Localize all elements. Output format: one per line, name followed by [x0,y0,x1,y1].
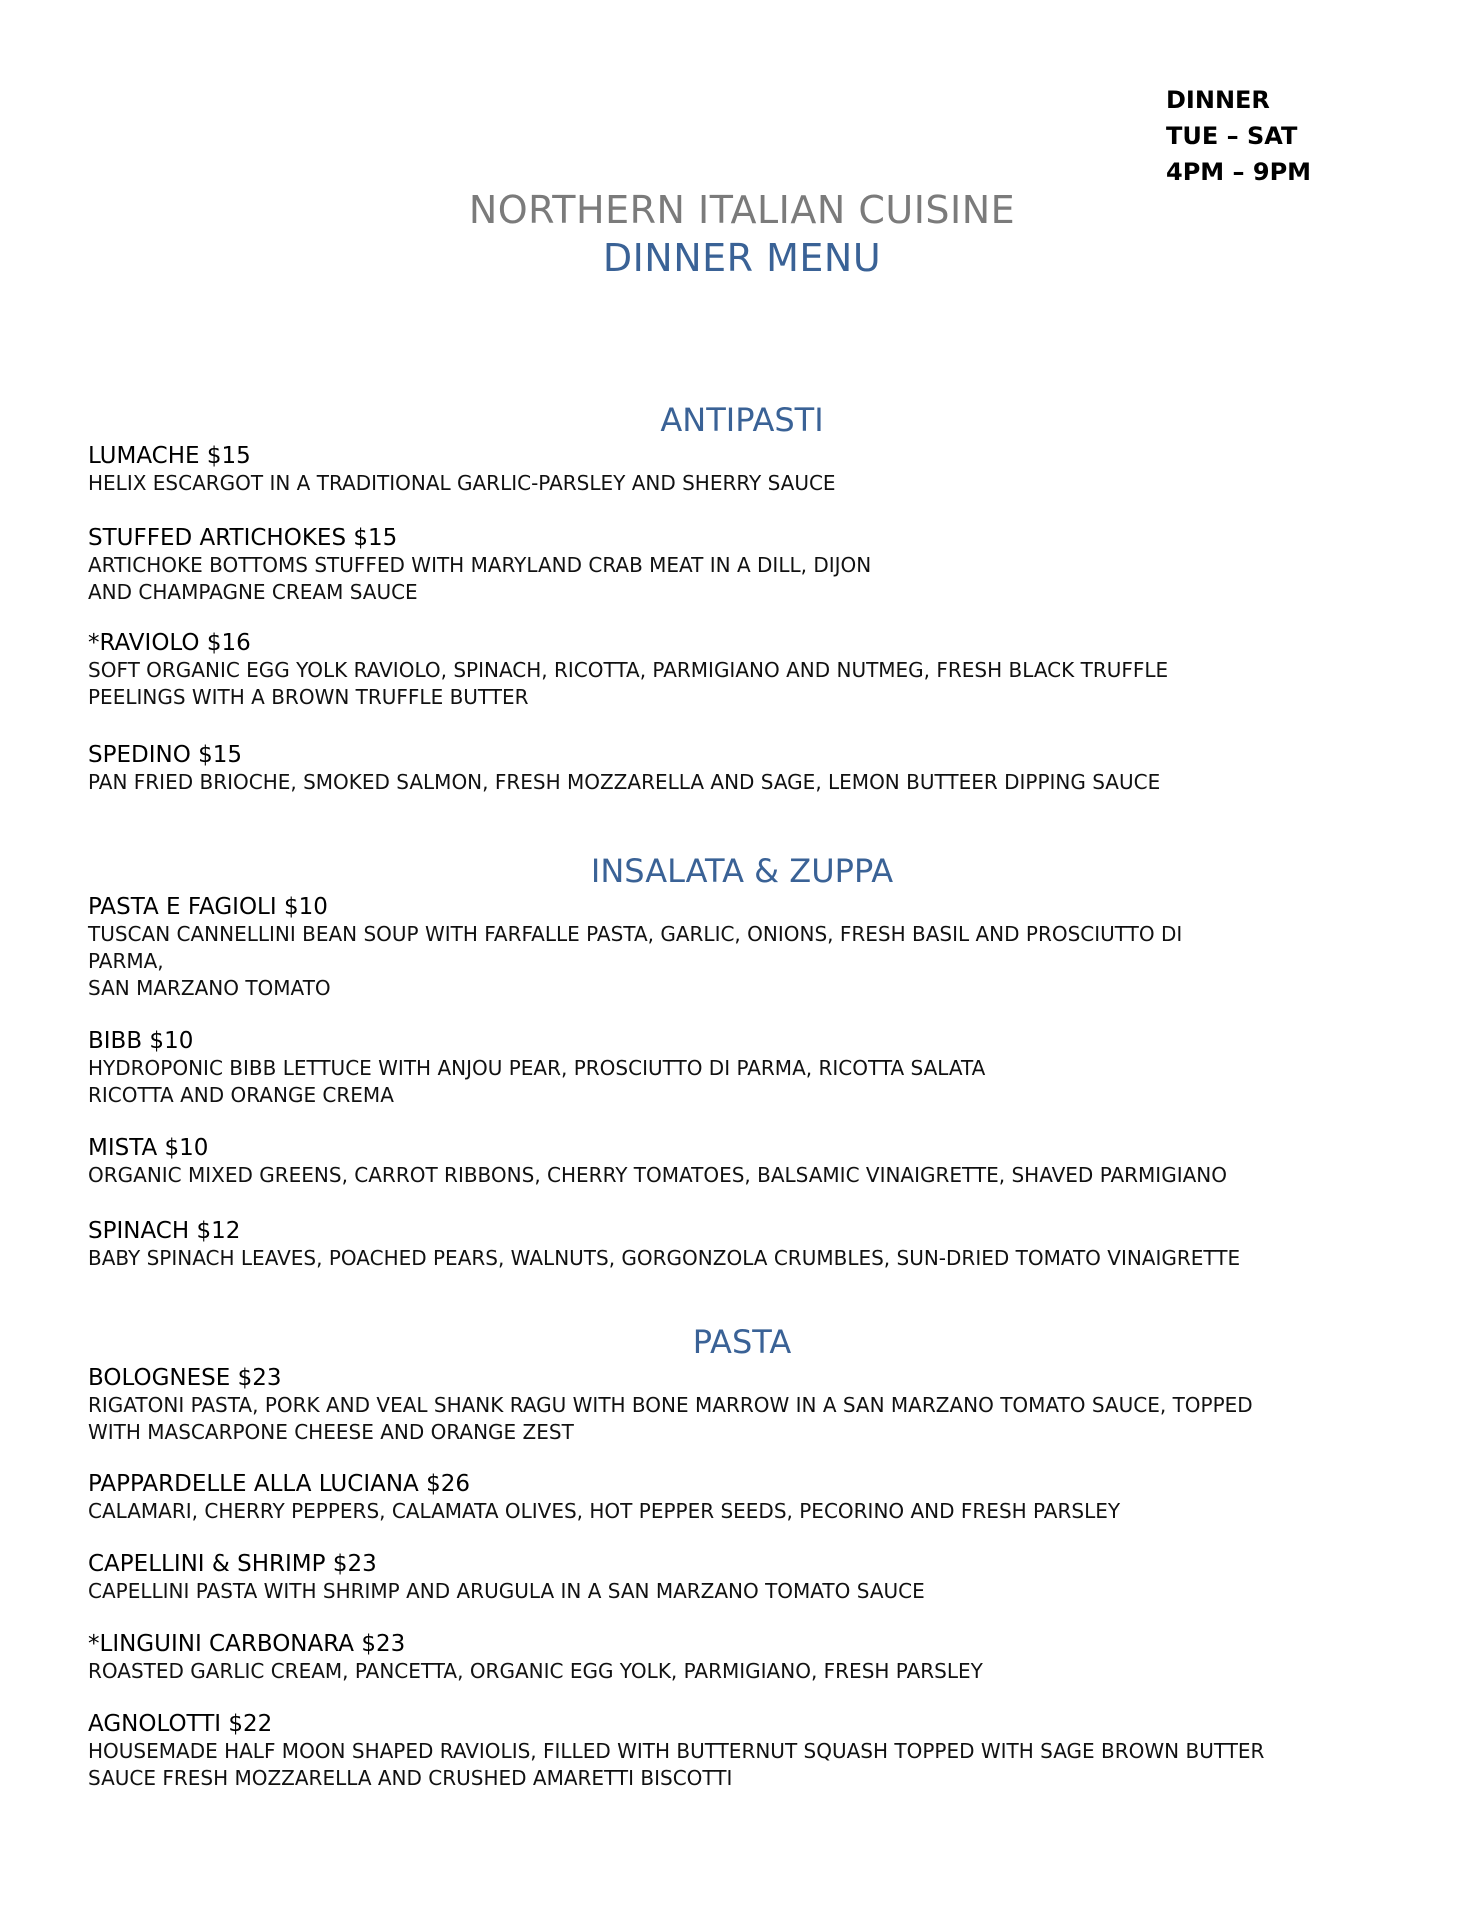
item-name: PAPPARDELLE ALLA LUCIANA $26 [88,1471,470,1497]
menu-item [88,524,1428,606]
item-name: LUMACHE $15 [88,443,251,469]
menu-item [88,442,1428,497]
menu-item [88,1630,1428,1685]
item-name: BIBB $10 [88,1028,194,1054]
item-name: SPEDINO $15 [88,742,243,768]
menu-item [88,1027,1428,1109]
hours-time: 4PM – 9PM [1166,158,1312,186]
item-name: *LINGUINI CARBONARA $23 [88,1631,406,1657]
hours-label: DINNER [1166,86,1270,114]
menu-title-block [0,186,1484,282]
menu-item [88,629,1428,711]
menu-item [88,1364,1428,1446]
item-description: TUSCAN CANNELLINI BEAN SOUP WITH FARFALLE PASTA, GARLIC, ONIONS, FRESH BASIL AND PROSCIUTTO DI PARMA, SAN MARZANO TOMATO [88,922,1183,1000]
item-description: HELIX ESCARGOT IN A TRADITIONAL GARLIC-PARSLEY AND SHERRY SAUCE [88,471,836,495]
item-description: ARTICHOKE BOTTOMS STUFFED WITH MARYLAND CRAB MEAT IN A DILL, DIJON AND CHAMPAGNE CREAM SAUCE [88,553,872,604]
item-description: SOFT ORGANIC EGG YOLK RAVIOLO, SPINACH, RICOTTA, PARMIGIANO AND NUTMEG, FRESH BLACK TRUFFLE PEELINGS WITH A BROWN TRUFFLE BUTTER [88,658,1169,709]
section-heading-antipasti: ANTIPASTI [660,401,824,439]
menu-item [88,1550,1428,1605]
item-description: CALAMARI, CHERRY PEPPERS, CALAMATA OLIVES, HOT PEPPER SEEDS, PECORINO AND FRESH PARSLEY [88,1499,1121,1523]
item-description: RIGATONI PASTA, PORK AND VEAL SHANK RAGU WITH BONE MARROW IN A SAN MARZANO TOMATO SAUCE, TOPPED WITH MASCARPONE CHEESE AND ORANGE ZEST [88,1393,1253,1444]
menu-item [88,1134,1428,1189]
hours-days: TUE – SAT [1166,122,1298,150]
section-heading-insalata-zuppa: INSALATA & ZUPPA [590,852,894,890]
item-name: CAPELLINI & SHRIMP $23 [88,1551,377,1577]
item-description: ROASTED GARLIC CREAM, PANCETTA, ORGANIC EGG YOLK, PARMIGIANO, FRESH PARSLEY [88,1659,983,1683]
item-name: MISTA $10 [88,1135,209,1161]
menu-item [88,1217,1428,1272]
menu-item [88,893,1428,1002]
item-description: PAN FRIED BRIOCHE, SMOKED SALMON, FRESH MOZZARELLA AND SAGE, LEMON BUTTEER DIPPING SAUCE [88,770,1161,794]
menu-title: DINNER MENU [602,236,882,280]
item-name: *RAVIOLO $16 [88,630,251,656]
section-heading-pasta: PASTA [692,1323,792,1361]
item-description: BABY SPINACH LEAVES, POACHED PEARS, WALNUTS, GORGONZOLA CRUMBLES, SUN-DRIED TOMATO VINAIGRETTE [88,1246,1241,1270]
menu-item [88,1710,1428,1792]
item-description: CAPELLINI PASTA WITH SHRIMP AND ARUGULA IN A SAN MARZANO TOMATO SAUCE [88,1579,925,1603]
item-name: STUFFED ARTICHOKES $15 [88,525,398,551]
item-name: AGNOLOTTI $22 [88,1711,273,1737]
item-name: PASTA E FAGIOLI $10 [88,894,328,920]
cuisine-title: NORTHERN ITALIAN CUISINE [468,188,1016,232]
menu-item [88,741,1428,796]
item-name: SPINACH $12 [88,1218,241,1244]
item-description: HYDROPONIC BIBB LETTUCE WITH ANJOU PEAR, PROSCIUTTO DI PARMA, RICOTTA SALATA RICOTTA AND ORANGE CREMA [88,1056,986,1107]
item-name: BOLOGNESE $23 [88,1365,282,1391]
menu-item [88,1470,1428,1525]
item-description: ORGANIC MIXED GREENS, CARROT RIBBONS, CHERRY TOMATOES, BALSAMIC VINAIGRETTE, SHAVED PARMIGIANO [88,1163,1227,1187]
hours-block [1166,82,1311,190]
item-description: HOUSEMADE HALF MOON SHAPED RAVIOLIS, FILLED WITH BUTTERNUT SQUASH TOPPED WITH SAGE BROWN BUTTER SAUCE FRESH MOZZARELLA AND CRUSHED AMARETTI BISCOTTI [88,1739,1265,1790]
